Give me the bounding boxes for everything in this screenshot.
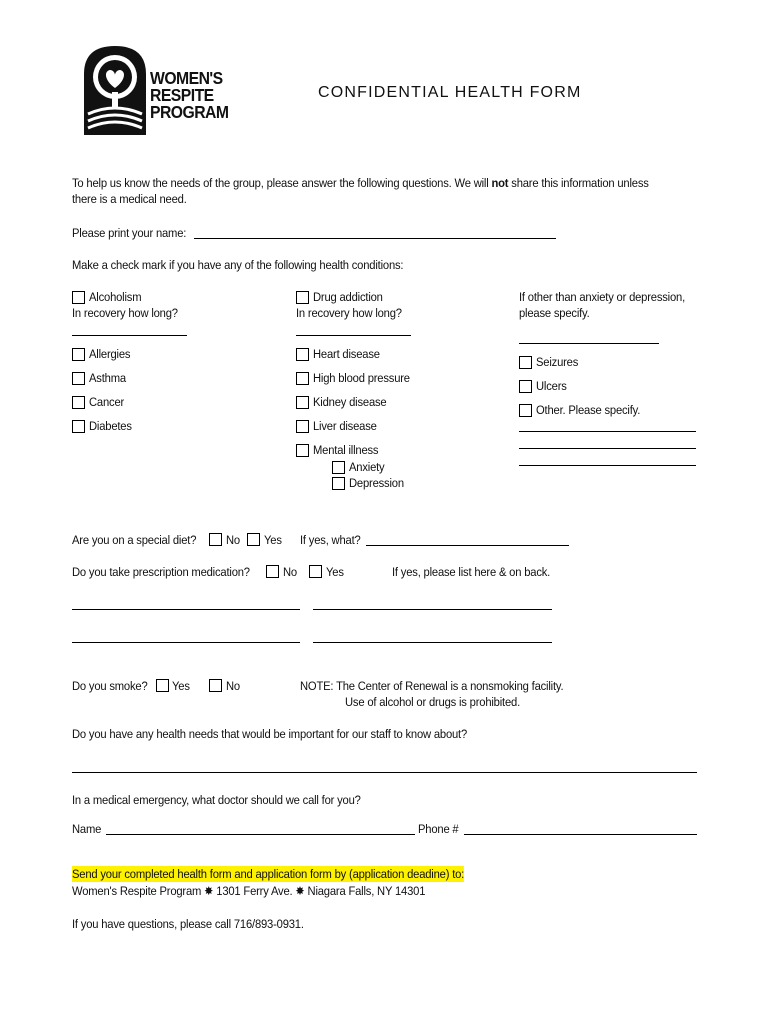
meds-line-2b[interactable]	[313, 642, 552, 643]
meds-line-2a[interactable]	[72, 642, 300, 643]
cancer-checkbox[interactable]	[72, 396, 85, 409]
meds-followup: If yes, please list here & on back.	[392, 565, 551, 579]
allergies-label: Allergies	[89, 347, 131, 361]
other-line-3[interactable]	[519, 465, 696, 466]
diet-no-label: No	[226, 533, 240, 547]
meds-line-1b[interactable]	[313, 609, 552, 610]
city: Niagara Falls, NY 14301	[307, 884, 426, 898]
other-specify-line[interactable]	[519, 343, 659, 344]
doctor-name-line[interactable]	[106, 834, 415, 835]
allergies-checkbox[interactable]	[72, 348, 85, 361]
org-name: Women's Respite Program	[72, 884, 202, 898]
anxiety-label: Anxiety	[349, 460, 385, 474]
logo	[82, 44, 229, 136]
logo-line-1: WOMEN'S	[150, 68, 223, 88]
kidney-disease-label: Kidney disease	[313, 395, 387, 409]
other-line-2[interactable]	[519, 448, 696, 449]
ulcers-checkbox[interactable]	[519, 380, 532, 393]
intro-bold: not	[491, 176, 509, 190]
street: 1301 Ferry Ave.	[216, 884, 293, 898]
address-line	[72, 883, 425, 899]
drug-recovery-line[interactable]	[296, 335, 411, 336]
alcoholism-recovery-label: In recovery how long?	[72, 306, 178, 320]
meds-line-1a[interactable]	[72, 609, 300, 610]
meds-no-checkbox[interactable]	[266, 565, 279, 578]
bullet-icon: ✸	[204, 884, 214, 898]
smoke-no-checkbox[interactable]	[209, 679, 222, 692]
name-input-line[interactable]	[194, 238, 556, 239]
liver-disease-label: Liver disease	[313, 419, 377, 433]
intro-part-1: To help us know the needs of the group, please answer the following questions. We will	[72, 176, 492, 190]
diet-question: Are you on a special diet?	[72, 533, 197, 547]
intro-text	[72, 175, 649, 191]
send-instructions: Send your completed health form and application form by (application deadine) to:	[72, 867, 465, 881]
mental-illness-checkbox[interactable]	[296, 444, 309, 457]
heart-disease-label: Heart disease	[313, 347, 380, 361]
health-needs-question: Do you have any health needs that would be important for our staff to know about?	[72, 727, 468, 741]
ulcers-label: Ulcers	[536, 379, 567, 393]
seizures-label: Seizures	[536, 355, 579, 369]
smoke-note-1: NOTE: The Center of Renewal is a nonsmoking facility.	[300, 679, 564, 693]
depression-checkbox[interactable]	[332, 477, 345, 490]
meds-yes-label: Yes	[326, 565, 344, 579]
drug-addiction-checkbox[interactable]	[296, 291, 309, 304]
diet-yes-checkbox[interactable]	[247, 533, 260, 546]
intro-line-2: there is a medical need.	[72, 192, 187, 206]
diabetes-checkbox[interactable]	[72, 420, 85, 433]
diet-what-line[interactable]	[366, 545, 569, 546]
drug-addiction-label: Drug addiction	[313, 290, 383, 304]
other-note-line-1: If other than anxiety or depression,	[519, 290, 686, 304]
depression-label: Depression	[349, 476, 404, 490]
meds-yes-checkbox[interactable]	[309, 565, 322, 578]
tree-heart-logo-icon	[82, 44, 148, 136]
other-line-1[interactable]	[519, 431, 696, 432]
heart-disease-checkbox[interactable]	[296, 348, 309, 361]
meds-no-label: No	[283, 565, 297, 579]
questions-contact: If you have questions, please call 716/893-0931.	[72, 917, 304, 931]
other-checkbox[interactable]	[519, 404, 532, 417]
asthma-checkbox[interactable]	[72, 372, 85, 385]
smoke-question: Do you smoke?	[72, 679, 148, 693]
alcoholism-label: Alcoholism	[89, 290, 142, 304]
smoke-yes-checkbox[interactable]	[156, 679, 169, 692]
kidney-disease-checkbox[interactable]	[296, 396, 309, 409]
other-note-line-2: please specify.	[519, 306, 590, 320]
anxiety-checkbox[interactable]	[332, 461, 345, 474]
diabetes-label: Diabetes	[89, 419, 132, 433]
diet-yes-label: Yes	[264, 533, 282, 547]
phone-label: Phone #	[418, 822, 459, 836]
intro-part-2: share this information unless	[508, 176, 649, 190]
asthma-label: Asthma	[89, 371, 126, 385]
alcoholism-recovery-line[interactable]	[72, 335, 187, 336]
diet-followup: If yes, what?	[300, 533, 361, 547]
diet-no-checkbox[interactable]	[209, 533, 222, 546]
high-blood-pressure-checkbox[interactable]	[296, 372, 309, 385]
smoke-yes-label: Yes	[172, 679, 190, 693]
name-label: Please print your name:	[72, 226, 187, 240]
bullet-icon: ✸	[295, 884, 305, 898]
high-blood-pressure-label: High blood pressure	[313, 371, 410, 385]
phone-line[interactable]	[464, 834, 697, 835]
seizures-checkbox[interactable]	[519, 356, 532, 369]
mental-illness-label: Mental illness	[313, 443, 379, 457]
conditions-intro: Make a check mark if you have any of the following health conditions:	[72, 258, 404, 272]
logo-line-3: PROGRAM	[150, 102, 229, 122]
other-label: Other. Please specify.	[536, 403, 641, 417]
drug-recovery-label: In recovery how long?	[296, 306, 402, 320]
health-needs-line[interactable]	[72, 772, 697, 773]
smoke-note-2: Use of alcohol or drugs is prohibited.	[345, 695, 521, 709]
page-title: CONFIDENTIAL HEALTH FORM	[318, 84, 582, 101]
alcoholism-checkbox[interactable]	[72, 291, 85, 304]
smoke-no-label: No	[226, 679, 240, 693]
emergency-question: In a medical emergency, what doctor should we call for you?	[72, 793, 361, 807]
cancer-label: Cancer	[89, 395, 125, 409]
meds-question: Do you take prescription medication?	[72, 565, 250, 579]
logo-line-2: RESPITE	[150, 85, 214, 105]
doctor-name-label: Name	[72, 822, 102, 836]
liver-disease-checkbox[interactable]	[296, 420, 309, 433]
